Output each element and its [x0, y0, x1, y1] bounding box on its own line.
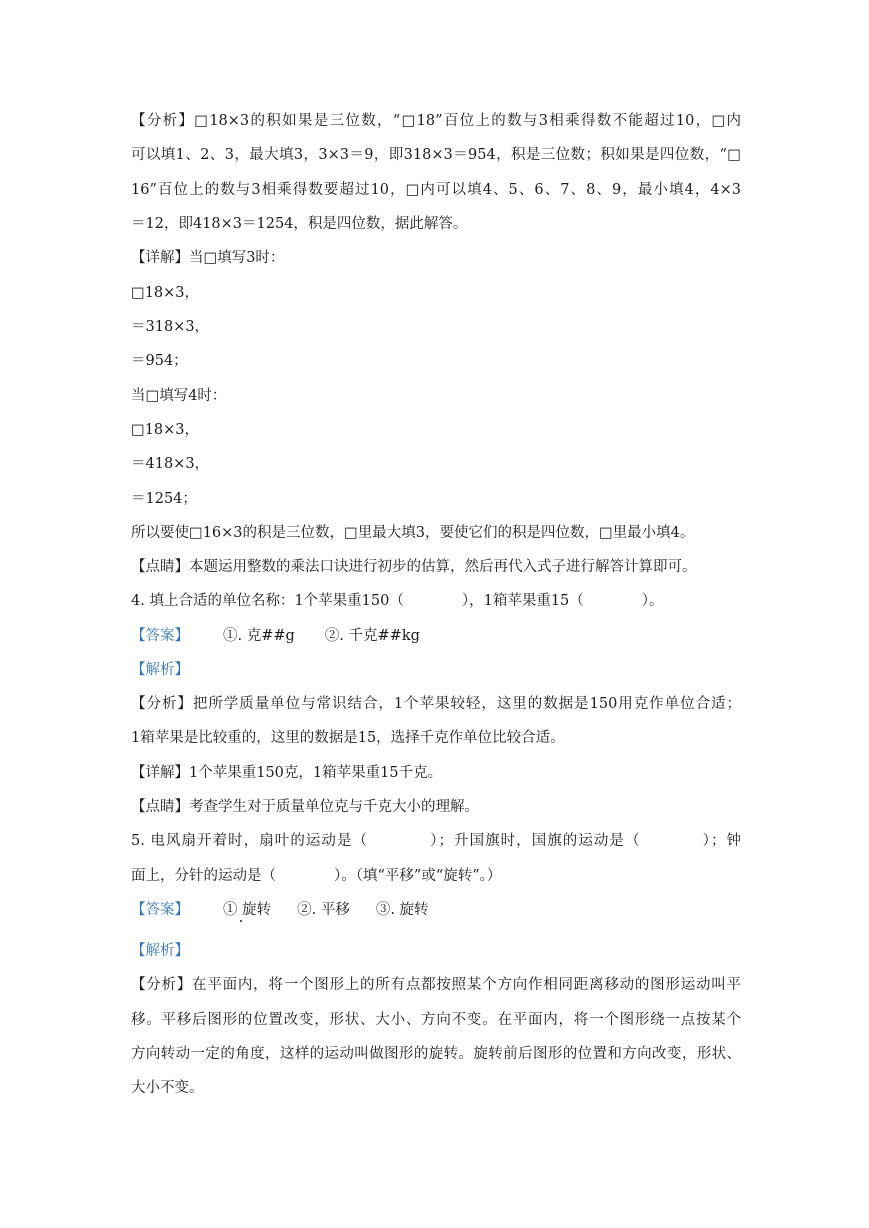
question-4: 4. 填上合适的单位名称：1个苹果重150（ ），1箱苹果重15（ ）。	[131, 593, 664, 609]
q5-line-2: 移。平移后图形的位置改变，形状、大小、方向不变。在平面内，将一个图形绕一点按某个	[131, 1012, 741, 1028]
analysis-line-2: 可以填1、2、3，最大填3，3×3＝9，即318×3＝954，积是三位数；积如果是四位数，“□	[131, 147, 741, 163]
analysis-line-1: 【分析】□18×3的积如果是三位数，“□18”百位上的数与3相乘得数不能超过10，□内	[131, 113, 741, 129]
q4-line-2: 1箱苹果是比较重的，这里的数据是15，选择千克作单位比较合适。	[131, 730, 565, 746]
q5-answer-1: ① 旋转	[223, 902, 272, 918]
q4-analysis-label: 【解析】	[131, 662, 189, 678]
q4-line-4: 【点睛】考查学生对于质量单位克与千克大小的理解。	[131, 799, 479, 815]
calc-line-4: 当□填写4时：	[131, 388, 227, 404]
calc-line-1: □18×3，	[131, 285, 200, 301]
q4-answer-2: ②. 千克##kg	[324, 628, 420, 644]
analysis-line-4: ＝12，即418×3＝1254，积是四位数，据此解答。	[131, 216, 468, 232]
q5-line-3: 方向转动一定的角度，这样的运动叫做图形的旋转。旋转前后图形的位置和方向改变，形状、	[131, 1046, 741, 1062]
q4-answer-label: 【答案】	[131, 628, 189, 644]
q5-answer-2: ②. 平移	[297, 902, 350, 918]
calc-line-7: ＝1254；	[131, 491, 197, 507]
q5-answer-row	[131, 900, 741, 920]
q5-answer-3: ③. 旋转	[375, 902, 429, 918]
calc-line-3: ＝954；	[131, 353, 188, 369]
q5-answer-label: 【答案】	[131, 902, 189, 918]
q4-answer-row	[131, 626, 741, 646]
key-point-line: 【点睛】本题运用整数的乘法口诀进行初步的估算，然后再代入式子进行解答计算即可。	[131, 559, 697, 575]
q4-line-1: 【分析】把所学质量单位与常识结合，1个苹果较轻，这里的数据是150用克作单位合适；	[131, 696, 741, 712]
calc-line-6: ＝418×3，	[131, 456, 210, 472]
calc-line-5: □18×3，	[131, 422, 200, 438]
calc-line-2: ＝318×3，	[131, 319, 210, 335]
stray-dot	[240, 920, 242, 922]
q5-line-4: 大小不变。	[131, 1080, 204, 1096]
question-5-line-2: 面上，分针的运动是（ ）。（填“平移”或“旋转”。）	[131, 868, 502, 884]
q4-line-3: 【详解】1个苹果重150克，1箱苹果重15千克。	[131, 765, 443, 781]
q5-line-1: 【分析】在平面内，将一个图形上的所有点都按照某个方向作相同距离移动的图形运动叫平	[131, 977, 741, 993]
q4-answer-1: ①. 克##g	[223, 628, 295, 644]
question-5-line-1: 5. 电风扇开着时，扇叶的运动是（ ）；升国旗时，国旗的运动是（ ）；钟	[131, 833, 741, 849]
q5-analysis-label: 【解析】	[131, 943, 189, 959]
detail-heading: 【详解】当□填写3时：	[131, 250, 285, 266]
conclusion-line: 所以要使□16×3的积是三位数，□里最大填3，要使它们的积是四位数，□里最小填4。	[131, 525, 695, 541]
analysis-line-3: 16”百位上的数与3相乘得数要超过10，□内可以填4、5、6、7、8、9，最小填4，4×3	[131, 182, 741, 198]
